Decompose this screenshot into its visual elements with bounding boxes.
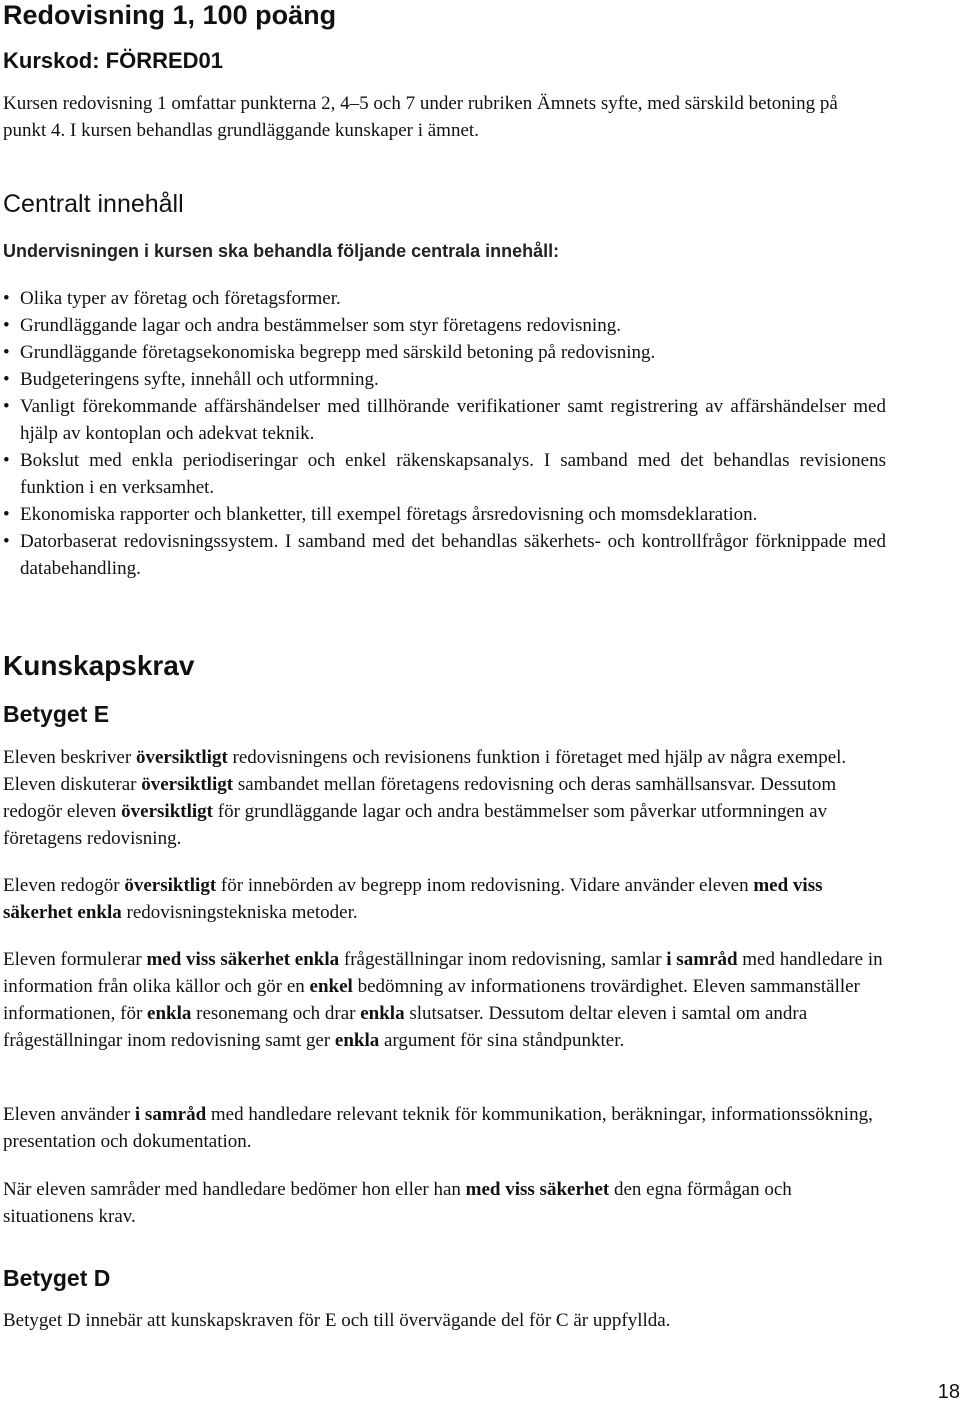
central-content-lead: Undervisningen i kursen ska behandla följande centrala innehåll:	[3, 241, 560, 261]
grade-d-paragraph: Betyget D innebär att kunskapskraven för E och till övervägande del för C är uppfyllda.	[3, 1310, 671, 1331]
grade-e-paragraph-4: Eleven använder i samråd med handledare relevant teknik för kommunikation, beräkningar, informationssökning, presentation och dokumentation.	[3, 1104, 873, 1152]
bullet-icon: •	[3, 450, 10, 471]
page-number: 18	[937, 1381, 960, 1403]
list-item: • Vanligt förekommande affärshändelser med tillhörande verifikationer samt registrering av affärshändelser med hjälp av kontoplan och adekvat teknik.	[3, 393, 886, 447]
list-item: • Datorbaserat redovisningssystem. I samband med det behandlas säkerhets- och kontrollfrågor förknippade med databehandling.	[3, 528, 886, 582]
list-item: • Bokslut med enkla periodiseringar och enkel räkenskapsanalys. I samband med det behandlas revisionens funktion i en verksamhet.	[3, 447, 886, 501]
grade-e-paragraph-3: Eleven formulerar med viss säkerhet enkla frågeställningar inom redovisning, samlar i samråd med handledare in information från olika källor och gör en enkel bedömning av informationens trovärdighet. Eleven sammanställer informationen, för enkla resonemang och drar enkla slutsatser. Dessutom deltar eleven i samtal om andra frågeställningar inom redovisning samt ger enkla argument för sina ståndpunkter.	[3, 949, 883, 1051]
grade-e-paragraph-1: Eleven beskriver översiktligt redovisningens och revisionens funktion i företaget med hjälp av några exempel. Eleven diskuterar översiktligt sambandet mellan företagens redovisning och deras samhällsansvar. Dessutom redogör eleven översiktligt för grundläggande lagar och andra bestämmelser som påverkar utformningen av företagens redovisning.	[3, 747, 847, 849]
intro-paragraph: Kursen redovisning 1 omfattar punkterna 2, 4–5 och 7 under rubriken Ämnets syfte, med särskild betoning på punkt 4. I kursen behandlas grundläggande kunskaper i ämnet.	[3, 93, 838, 141]
grade-e-heading: Betyget E	[3, 701, 110, 727]
bullet-icon: •	[3, 342, 10, 363]
grade-e-paragraph-5: När eleven samråder med handledare bedömer hon eller han med viss säkerhet den egna förmågan och situationens krav.	[3, 1179, 792, 1227]
grade-d-heading: Betyget D	[3, 1265, 111, 1291]
bullet-icon: •	[3, 396, 10, 417]
bullet-icon: •	[3, 315, 10, 336]
list-item: • Ekonomiska rapporter och blanketter, till exempel företags årsredovisning och momsdeklaration.	[3, 501, 886, 528]
bullet-icon: •	[3, 288, 10, 309]
bullet-icon: •	[3, 531, 10, 552]
list-item: • Budgeteringens syfte, innehåll och utformning.	[3, 366, 886, 393]
course-title: Redovisning 1, 100 poäng	[3, 0, 337, 30]
central-content-heading: Centralt innehåll	[3, 190, 184, 218]
bullet-icon: •	[3, 504, 10, 525]
course-code: Kurskod: FÖRRED01	[3, 48, 224, 73]
knowledge-requirements-heading: Kunskapskrav	[3, 650, 195, 681]
list-item: • Grundläggande företagsekonomiska begrepp med särskild betoning på redovisning.	[3, 339, 886, 366]
grade-e-paragraph-2: Eleven redogör översiktligt för innebörden av begrepp inom redovisning. Vidare använder eleven med viss säkerhet enkla redovisningstekniska metoder.	[3, 875, 823, 923]
list-item: • Olika typer av företag och företagsformer.	[3, 285, 886, 312]
list-item: • Grundläggande lagar och andra bestämmelser som styr företagens redovisning.	[3, 312, 886, 339]
central-content-list	[3, 285, 886, 582]
bullet-icon: •	[3, 369, 10, 390]
